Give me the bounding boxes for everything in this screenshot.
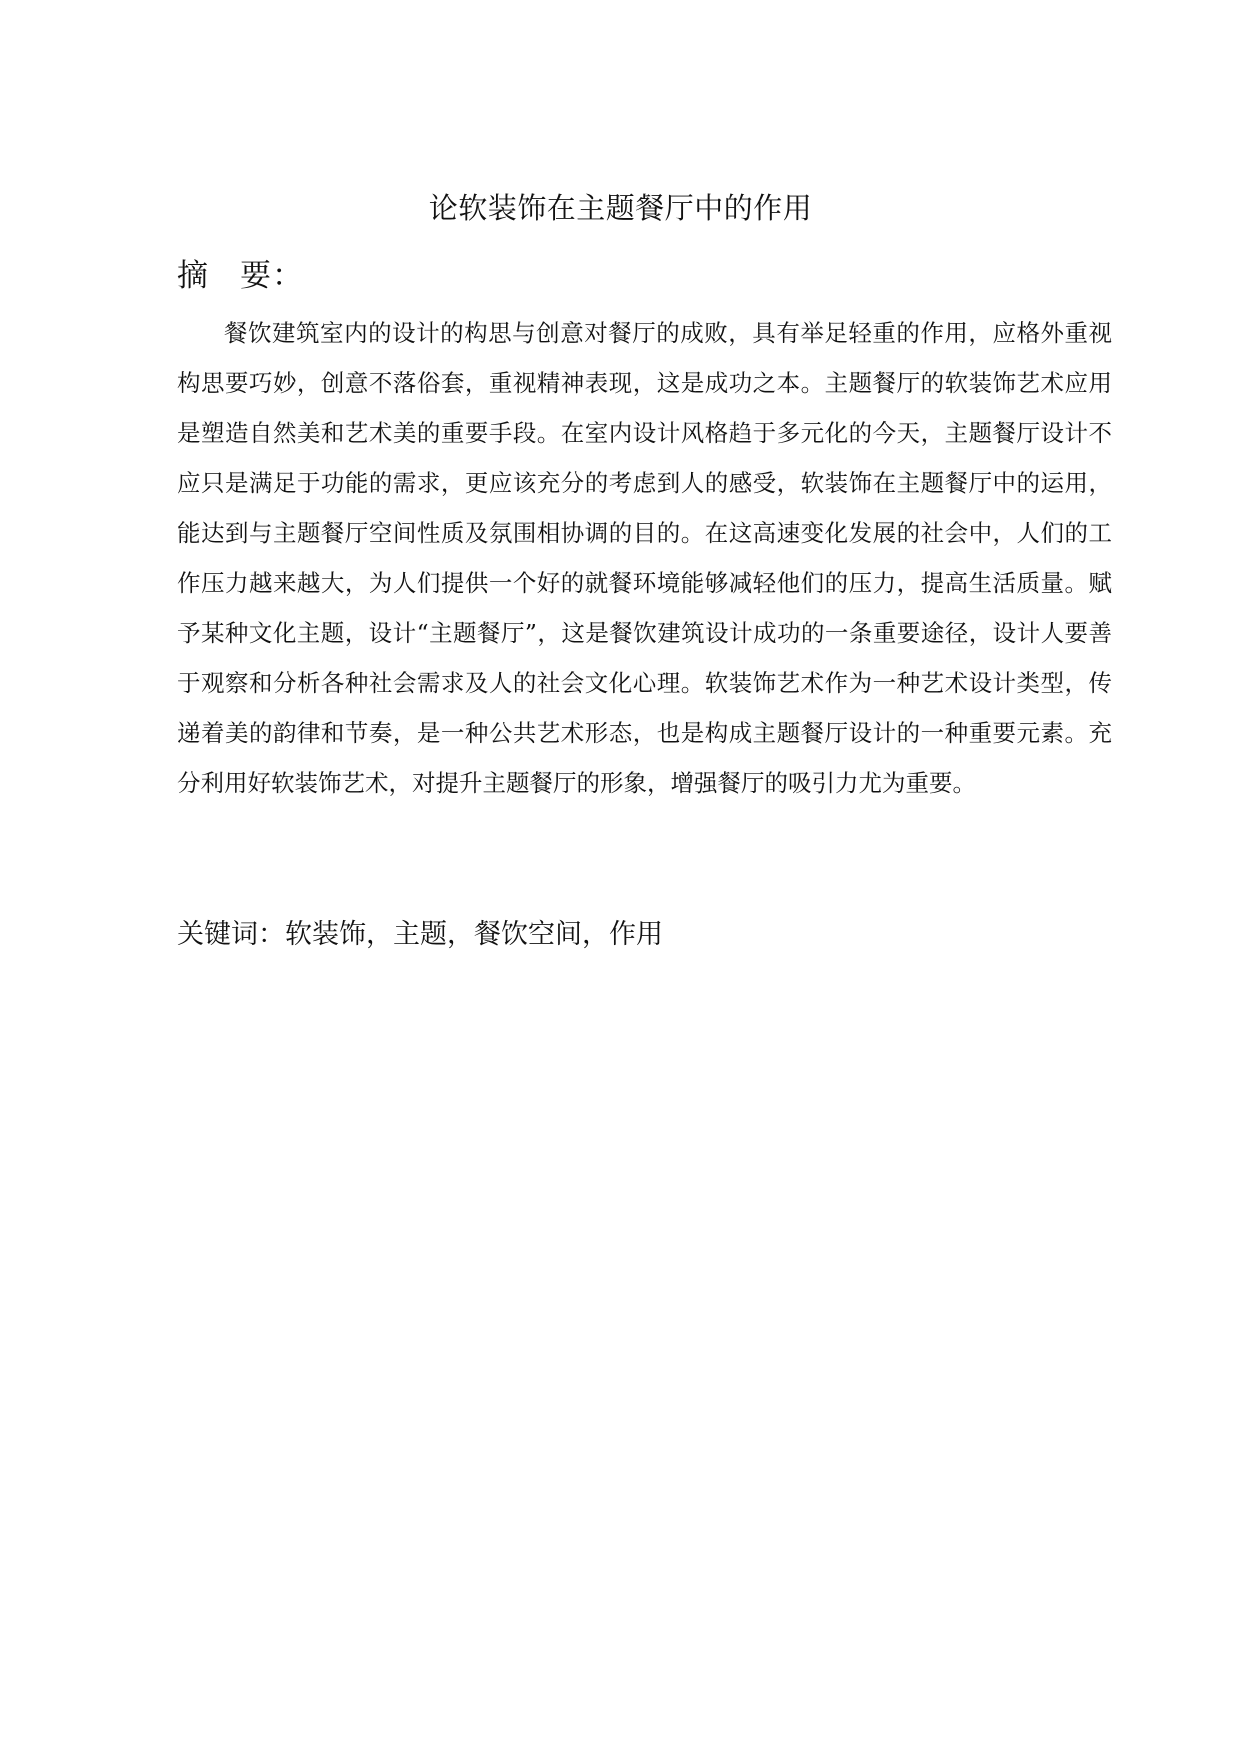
abstract-heading-first-char: 摘 <box>177 258 209 294</box>
keywords-line: 关键词：软装饰，主题，餐饮空间，作用 <box>177 919 663 950</box>
document-title: 论软装饰在主题餐厅中的作用 <box>428 191 813 225</box>
abstract-body: 餐饮建筑室内的设计的构思与创意对餐厅的成败，具有举足轻重的作用，应格外重视构思要巧妙，创意不落俗套，重视精神表现，这是成功之本。主题餐厅的软装饰艺术应用是塑造自然美和艺术美的重要手段。在室内设计风格趋于多元化的今天，主题餐厅设计不应只是满足于功能的需求，更应该充分的考虑到人的感受，软装饰在主题餐厅中的运用，能达到与主题餐厅空间性质及氛围相协调的目的。在这高速变化发展的社会中，人们的工作压力越来越大，为人们提供一个好的就餐环境能够减轻他们的压力，提高生活质量。赋予某种文化主题，设计“主题餐厅”，这是餐饮建筑设计成功的一条重要途径，设计人要善于观察和分析各种社会需求及人的社会文化心理。软装饰艺术作为一种艺术设计类型，传递着美的韵律和节奏，是一种公共艺术形态，也是构成主题餐厅设计的一种重要元素。充分利用好软装饰艺术，对提升主题餐厅的形象，增强餐厅的吸引力尤为重要。 <box>177 319 1112 797</box>
abstract-heading-rest: 要： <box>240 258 304 294</box>
abstract-heading <box>177 254 304 298</box>
